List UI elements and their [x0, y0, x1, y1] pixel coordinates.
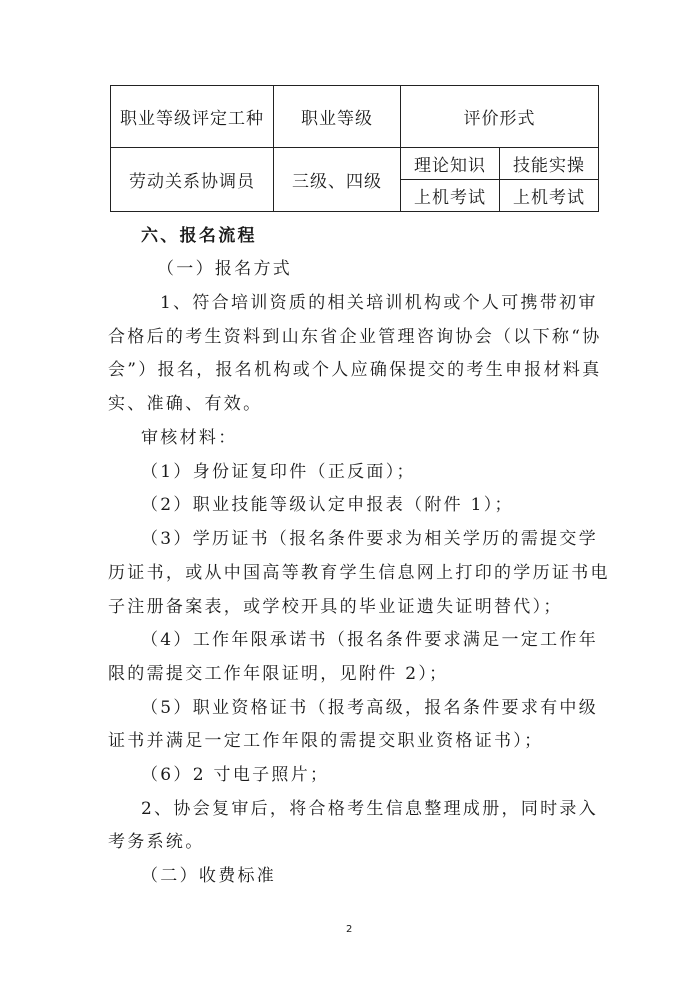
subsection-heading-fees: （二）收费标准: [141, 866, 277, 886]
cell-levels: 三级、四级: [274, 148, 401, 212]
grade-evaluation-table: [110, 85, 599, 212]
cell-theory: 理论知识: [401, 148, 500, 180]
header-eval-form: 评价形式: [401, 86, 599, 148]
material-item-continued: 历证书，或从中国高等教育学生信息网上打印的学历证书电: [108, 563, 610, 583]
cell-occupation: 劳动关系协调员: [111, 148, 274, 212]
paragraph-line: 考务系统。: [108, 832, 205, 852]
page-number: 2: [346, 924, 353, 935]
material-item-continued: 子注册备案表，或学校开具的毕业证遗失证明替代）；: [108, 597, 563, 617]
paragraph-line: 会”）报名，报名机构或个人应确保提交的考生申报材料真: [108, 360, 602, 380]
material-item: （5）职业资格证书（报考高级，报名条件要求有中级: [141, 698, 599, 718]
cell-practice-method: 上机考试: [500, 180, 599, 212]
material-item-continued: 证书并满足一定工作年限的需提交职业资格证书）；: [108, 731, 544, 751]
header-level: 职业等级: [274, 86, 401, 148]
material-item-continued: 限的需提交工作年限证明，见附件 2）；: [108, 664, 449, 684]
cell-theory-method: 上机考试: [401, 180, 500, 212]
review-materials-label: 审核材料：: [141, 428, 238, 448]
cell-practice: 技能实操: [500, 148, 599, 180]
section-heading: 六、报名流程: [141, 226, 257, 246]
header-occupation: 职业等级评定工种: [111, 86, 274, 148]
material-item: （4）工作年限承诺书（报名条件要求满足一定工作年: [141, 630, 599, 650]
material-item: （3）学历证书（报名条件要求为相关学历的需提交学: [141, 529, 599, 549]
paragraph-line: 合格后的考生资料到山东省企业管理咨询协会（以下称“协: [108, 327, 602, 347]
paragraph-line: 实、准确、有效。: [108, 394, 263, 414]
material-item: （1）身份证复印件（正反面）；: [141, 462, 416, 482]
paragraph-line: 1、符合培训资质的相关培训机构或个人可携带初审: [160, 293, 598, 313]
paragraph-line: 2、协会复审后，将合格考生信息整理成册，同时录入: [141, 799, 599, 819]
subsection-heading-registration: （一）报名方式: [157, 259, 293, 279]
material-item: （2）职业技能等级认定申报表（附件 1）；: [141, 495, 514, 515]
material-item: （6）2 寸电子照片；: [141, 765, 330, 785]
